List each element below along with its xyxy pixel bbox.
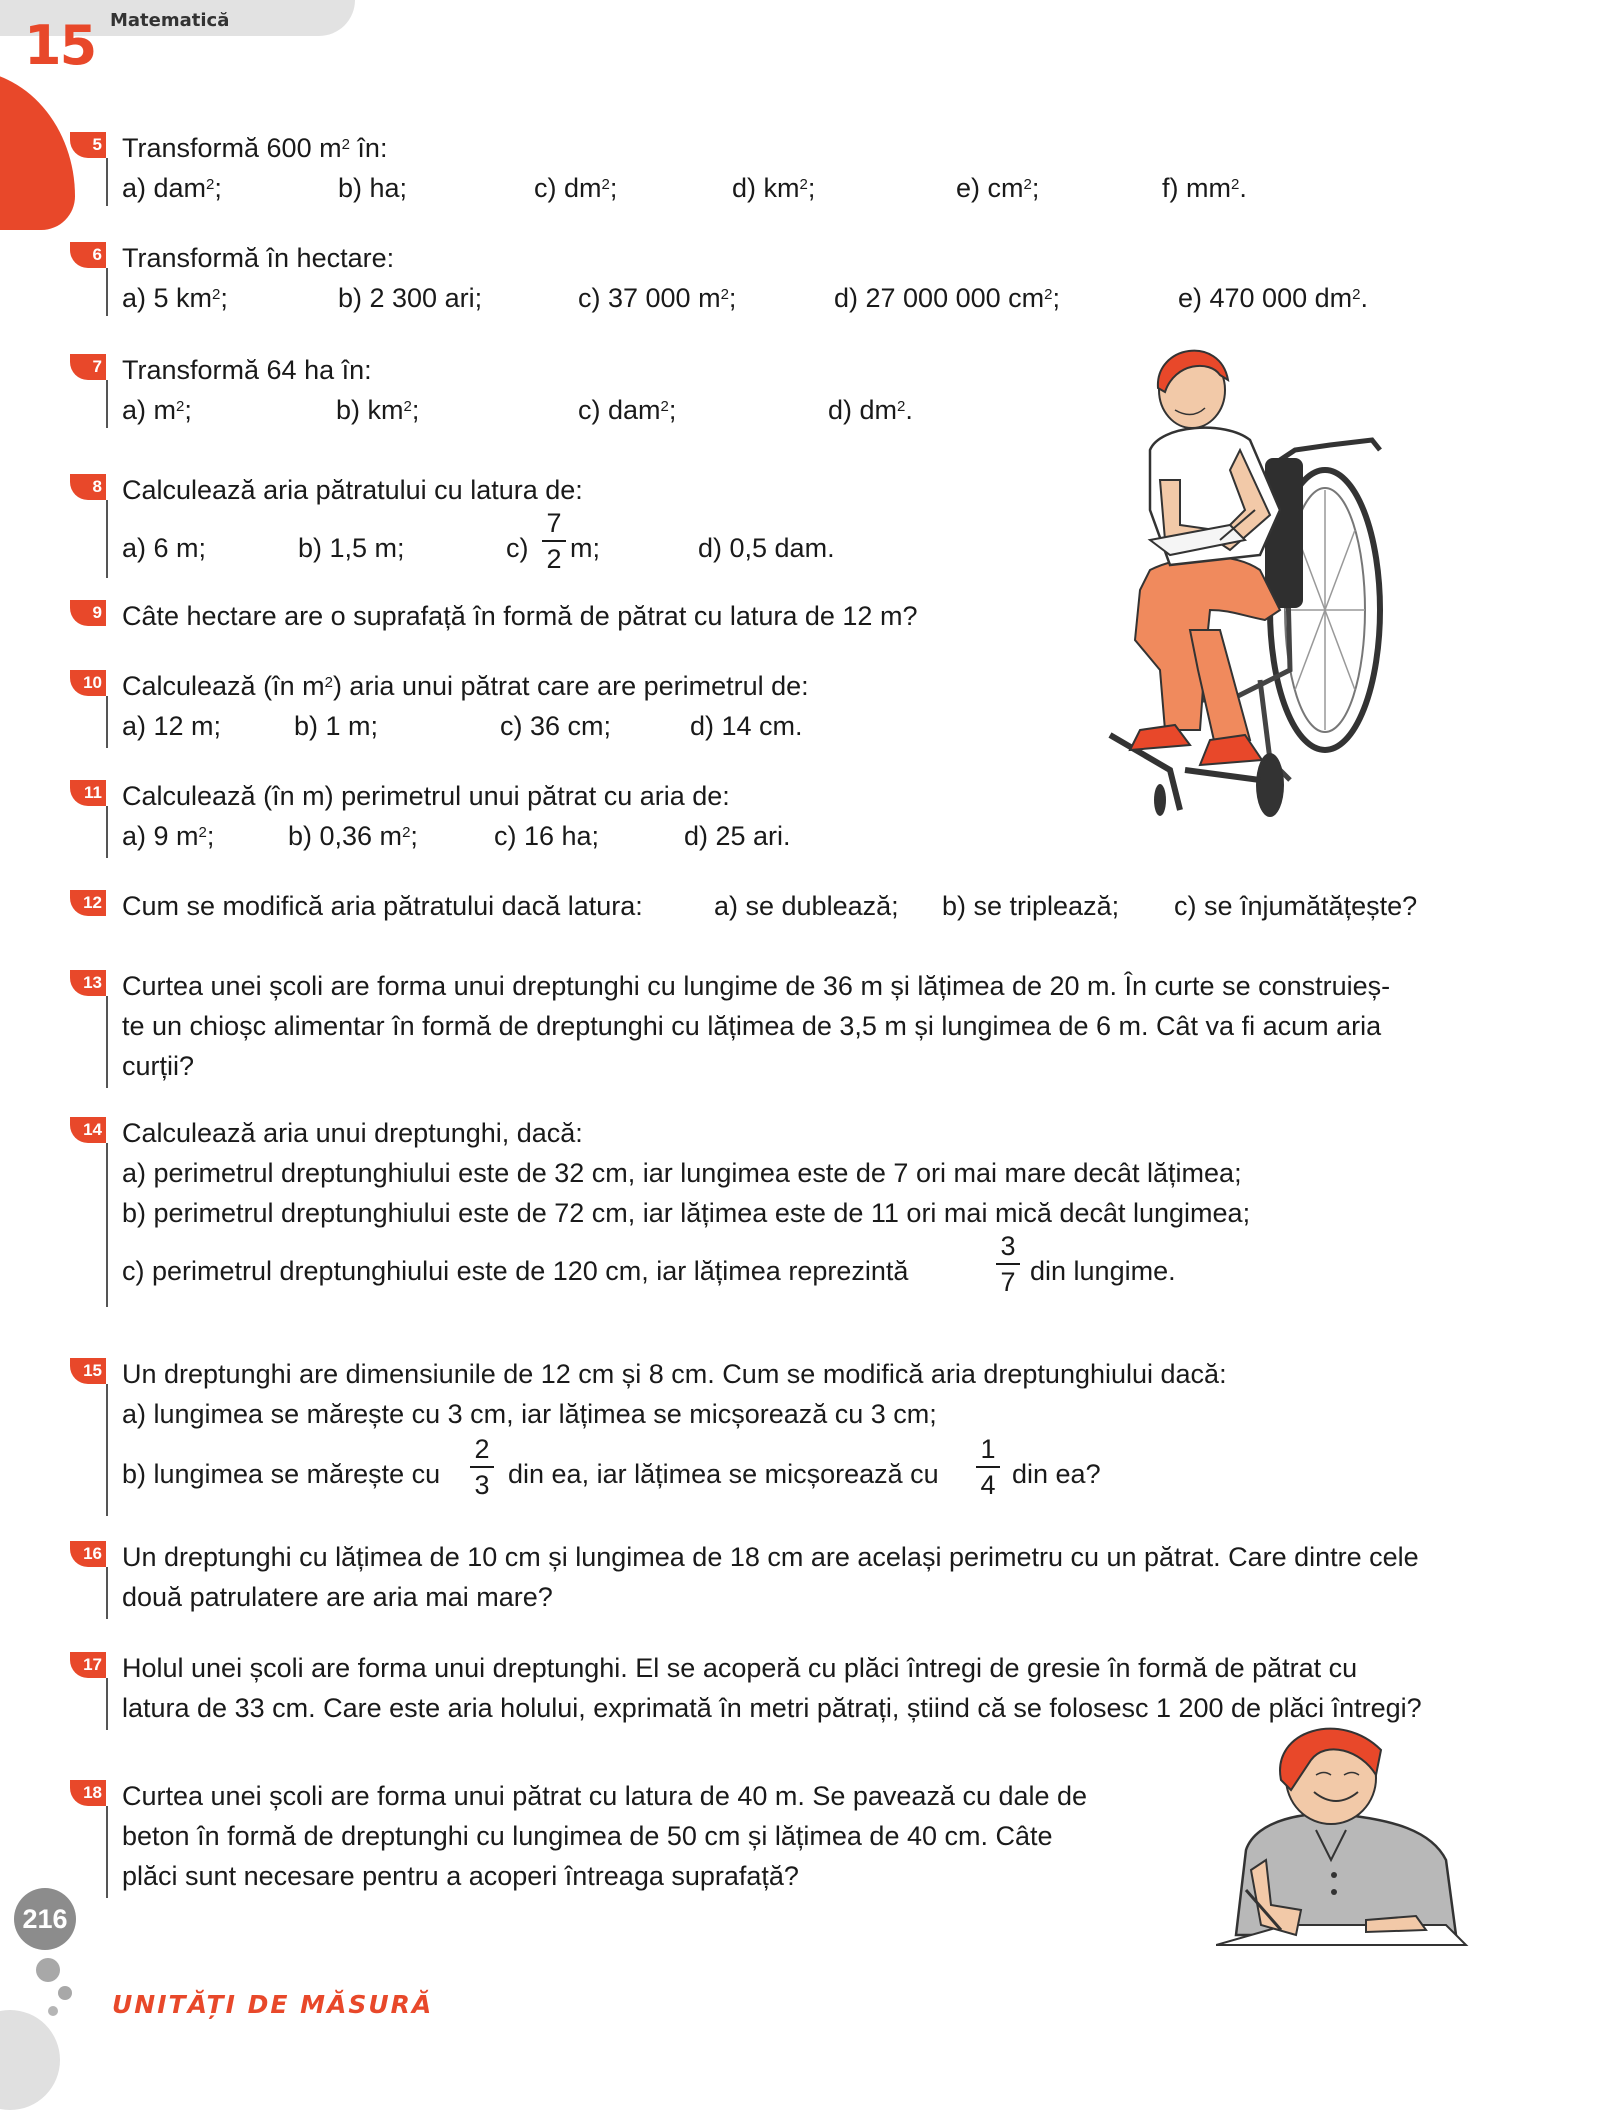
option-c-prefix: c) [506,533,529,563]
exercise-10 [70,666,970,750]
exercise-statement: Calculează (în $m^2$) aria unui pătrat care are perimetrul de: [122,671,809,701]
fraction-denominator: 7 [1000,1267,1016,1297]
exercise-13 [70,966,1530,1090]
unit-title: UNITĂȚI DE MĂSURĂ [112,1990,434,2019]
exercise-7 [70,350,970,430]
option-b-suffix: din ea? [1012,1459,1101,1489]
fraction-numerator: 1 [980,1434,996,1464]
exercise-badge: 7 [70,354,106,380]
fraction [976,1434,1000,1500]
option-b: b) perimetrul dreptunghiului este de 72 cm, iar lățimea este de 11 ori mai mică decât lungimea; [122,1198,1251,1228]
option-c: c) 37 000 $m^2$; [578,283,737,313]
decorative-dot [36,1958,60,1982]
exercise-line-2: beton în formă de dreptunghi cu lungimea de 50 cm și lățimea de 40 cm. Câte [122,1821,1053,1851]
option-a: a) dam$^2$; [122,173,222,203]
fraction-numerator: 7 [546,508,562,538]
exercise-statement: Transformă în hectare: [122,243,395,273]
exercise-statement: Un dreptunghi are dimensiunile de 12 cm și 8 cm. Cum se modifică aria dreptunghiului dacă: [122,1359,1227,1389]
exercise-rule [106,806,108,858]
fraction-denominator: 4 [980,1470,996,1500]
exercise-statement: Calculează aria unui dreptunghi, dacă: [122,1118,583,1148]
exercise-14 [70,1113,1530,1309]
fraction-numerator: 3 [1000,1231,1016,1261]
option-a: a) se dublează; [714,891,899,921]
exercise-line-2: te un chioșc alimentar în formă de dreptunghi cu lățimea de 3,5 m și lungimea de 6 m. Cât va fi acum aria [122,1011,1382,1041]
option-b-middle: din ea, iar lățimea se micșorează cu [508,1459,939,1489]
header-accent-shape [0,70,75,230]
option-a: a) 6 m; [122,533,207,563]
exercise-rule [106,696,108,748]
exercise-statement: Transformă 600 $m^2$ în: [122,133,388,163]
exercise-badge: 16 [70,1541,106,1567]
option-c: c) $dm^2$; [534,173,618,203]
exercise-badge: 5 [70,132,106,158]
option-b: b) 1 m; [294,711,379,741]
exercise-rule [106,1384,108,1516]
exercise-statement: Transformă 64 ha în: [122,355,372,385]
exercise-5 [70,128,1520,208]
option-a: a) 9 $m^2$; [122,821,215,851]
exercise-rule [106,380,108,428]
exercise-line-1: Holul unei școli are forma unui dreptunghi. El se acoperă cu plăci întregi de gresie în formă de pătrat cu [122,1653,1358,1683]
fraction [470,1434,494,1500]
option-b: b) 1,5 m; [298,533,405,563]
exercise-badge: 10 [70,670,106,696]
option-a: a) 12 m; [122,711,222,741]
exercise-rule [106,1567,108,1619]
option-b: b) $km^2$; [336,395,420,425]
fraction-numerator: 2 [474,1434,490,1464]
exercise-badge: 14 [70,1117,106,1143]
exercise-badge: 15 [70,1358,106,1384]
exercise-badge: 11 [70,780,106,806]
option-a: a) perimetrul dreptunghiului este de 32 cm, iar lungimea este de 7 ori mai mare decât lățimea; [122,1158,1242,1188]
fraction [996,1231,1020,1297]
option-c-prefix: c) perimetrul dreptunghiului este de 120 cm, iar lățimea reprezintă [122,1256,909,1286]
exercise-rule [106,996,108,1088]
exercise-line-1: Curtea unei școli are forma unui pătrat cu latura de 40 m. Se pavează cu dale de [122,1781,1088,1811]
exercise-statement: Calculează (în m) perimetrul unui pătrat cu aria de: [122,781,730,811]
footer-corner-shape [0,2010,60,2110]
exercise-rule [106,1678,108,1730]
exercise-18 [70,1776,1220,1900]
exercise-badge: 12 [70,890,106,916]
exercise-9 [70,596,1070,638]
exercise-rule [106,1143,108,1307]
exercise-rule [106,1806,108,1898]
fraction [542,508,566,574]
exercise-rule [106,500,108,578]
option-c-suffix: din lungime. [1030,1256,1176,1286]
option-c: c) 16 ha; [494,821,600,851]
exercise-line-2: latura de 33 cm. Care este aria holului, exprimată în metri pătrați, știind că se folosesc 1 200 de plăci întregi? [122,1693,1422,1723]
exercise-rule [106,268,108,316]
option-a: a) lungimea se mărește cu 3 cm, iar lățimea se micșorează cu 3 cm; [122,1399,937,1429]
exercise-line-1: Un dreptunghi cu lățimea de 10 cm și lungimea de 18 cm are același perimetru cu un pătrat. Care dintre cele [122,1542,1419,1572]
exercise-statement: Cum se modifică aria pătratului dacă latura: [122,891,643,921]
option-b: b) 0,36 $m^2$; [288,821,418,851]
exercise-badge: 17 [70,1652,106,1678]
option-e: e) 470 000 $dm^2$. [1178,283,1368,313]
option-c: c) se înjumătățește? [1174,891,1418,921]
option-e: e) $cm^2$; [956,173,1040,203]
option-d: d) 0,5 dam. [698,533,835,563]
option-d: d) $dm^2$. [828,395,913,425]
exercise-badge: 8 [70,474,106,500]
wheelchair-student-illustration [1080,340,1420,840]
option-d: d) 27 000 000 $cm^2$; [834,283,1060,313]
decorative-dot [48,2006,58,2016]
option-b: b) ha; [338,173,408,203]
option-d: d) 14 cm. [690,711,803,741]
exercise-6 [70,238,1520,318]
decorative-dot [58,1986,72,2000]
exercise-line-2: două patrulatere are aria mai mare? [122,1582,553,1612]
option-c: c) 36 cm; [500,711,612,741]
writing-boy-illustration [1216,1720,1476,1960]
exercise-statement: Câte hectare are o suprafață în formă de pătrat cu latura de 12 m? [122,601,918,631]
subject-label: Matematică [110,10,230,31]
exercise-rule [106,158,108,206]
exercise-11 [70,776,970,860]
option-b: b) se triplează; [942,891,1120,921]
option-a: a) $m^2$; [122,395,192,425]
exercise-15 [70,1354,1530,1518]
fraction-denominator: 3 [474,1470,490,1500]
exercise-line-3: plăci sunt necesare pentru a acoperi întreaga suprafață? [122,1861,799,1891]
option-b-prefix: b) lungimea se mărește cu [122,1459,441,1489]
exercise-line-3: curții? [122,1051,195,1081]
chapter-number: 15 [24,14,96,77]
exercise-12 [70,886,1520,928]
option-b: b) 2 300 ari; [338,283,483,313]
exercise-badge: 6 [70,242,106,268]
exercise-badge: 18 [70,1780,106,1806]
exercise-16 [70,1537,1530,1621]
option-d: d) 25 ari. [684,821,791,851]
exercise-statement: Calculează aria pătratului cu latura de: [122,475,583,505]
option-f: f) $mm^2$. [1162,173,1247,203]
page-number: 216 [14,1888,76,1950]
option-c-suffix: m; [570,533,600,563]
exercise-badge: 9 [70,600,106,626]
exercise-line-1: Curtea unei școli are forma unui dreptunghi cu lungime de 36 m și lățimea de 20 m. În curte se construieș- [122,971,1391,1001]
exercise-8 [70,470,970,580]
option-c: c) dam$^2$; [578,395,677,425]
option-d: d) $km^2$; [732,173,816,203]
option-a: a) 5 $km^2$; [122,283,228,313]
exercise-badge: 13 [70,970,106,996]
fraction-denominator: 2 [546,544,562,574]
